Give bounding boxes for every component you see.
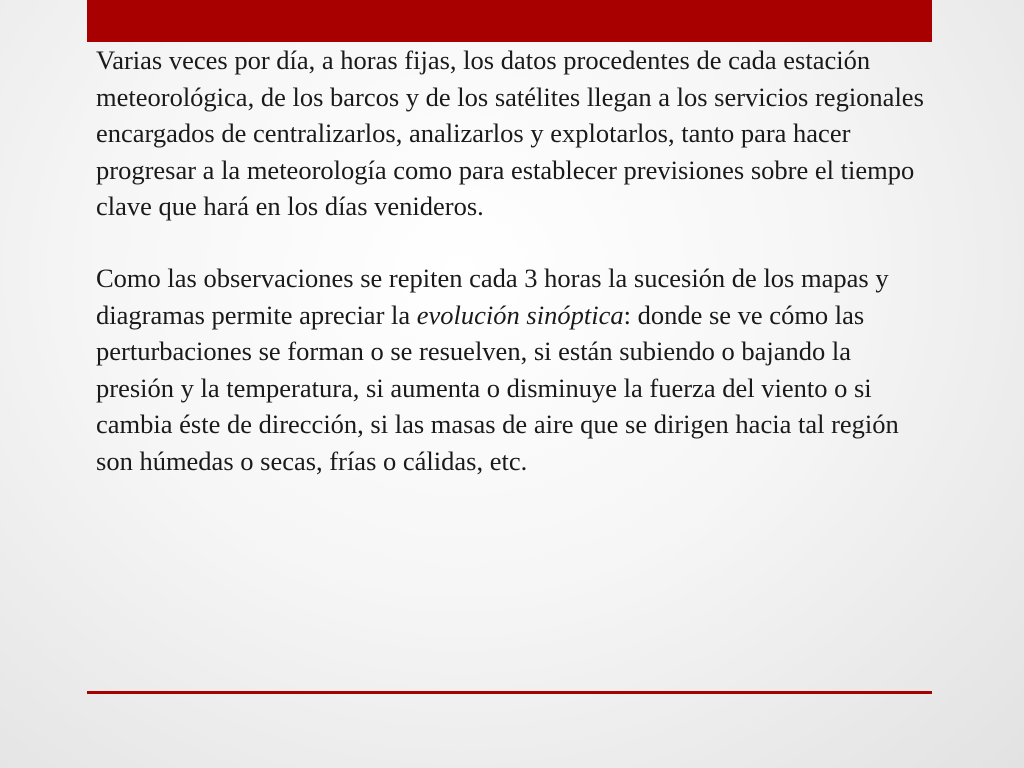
paragraph-2-tail: : donde se ve cómo las perturbaciones se forman o se resuelven, si están subiendo o bajando la presión y la temperatura, si aumenta o disminuye la fuerza del viento o si cambia éste de dirección, si las masas de aire que se dirigen hacia tal región son húmedas o secas, frías o cálidas, etc. bbox=[96, 299, 899, 476]
bottom-divider bbox=[87, 691, 932, 694]
top-accent-bar bbox=[87, 0, 932, 42]
paragraph-2-lead: Como las observaciones se repiten cada 3 horas la sucesión de los mapas y diagramas permite apreciar la bbox=[96, 262, 889, 330]
paragraph-1: Varias veces por día, a horas fijas, los datos procedentes de cada estación meteorológica, de los barcos y de los satélites llegan a los servicios regionales encargados de centralizarlos, analizarlos y explotarlos, tanto para hacer progresar a la meteorología como para establecer previsiones sobre el tiempo clave que hará en los días venideros. bbox=[96, 45, 924, 222]
slide-body bbox=[96, 42, 926, 480]
paragraph-2 bbox=[96, 260, 926, 480]
paragraph-2-emphasis: evolución sinóptica bbox=[416, 299, 624, 330]
